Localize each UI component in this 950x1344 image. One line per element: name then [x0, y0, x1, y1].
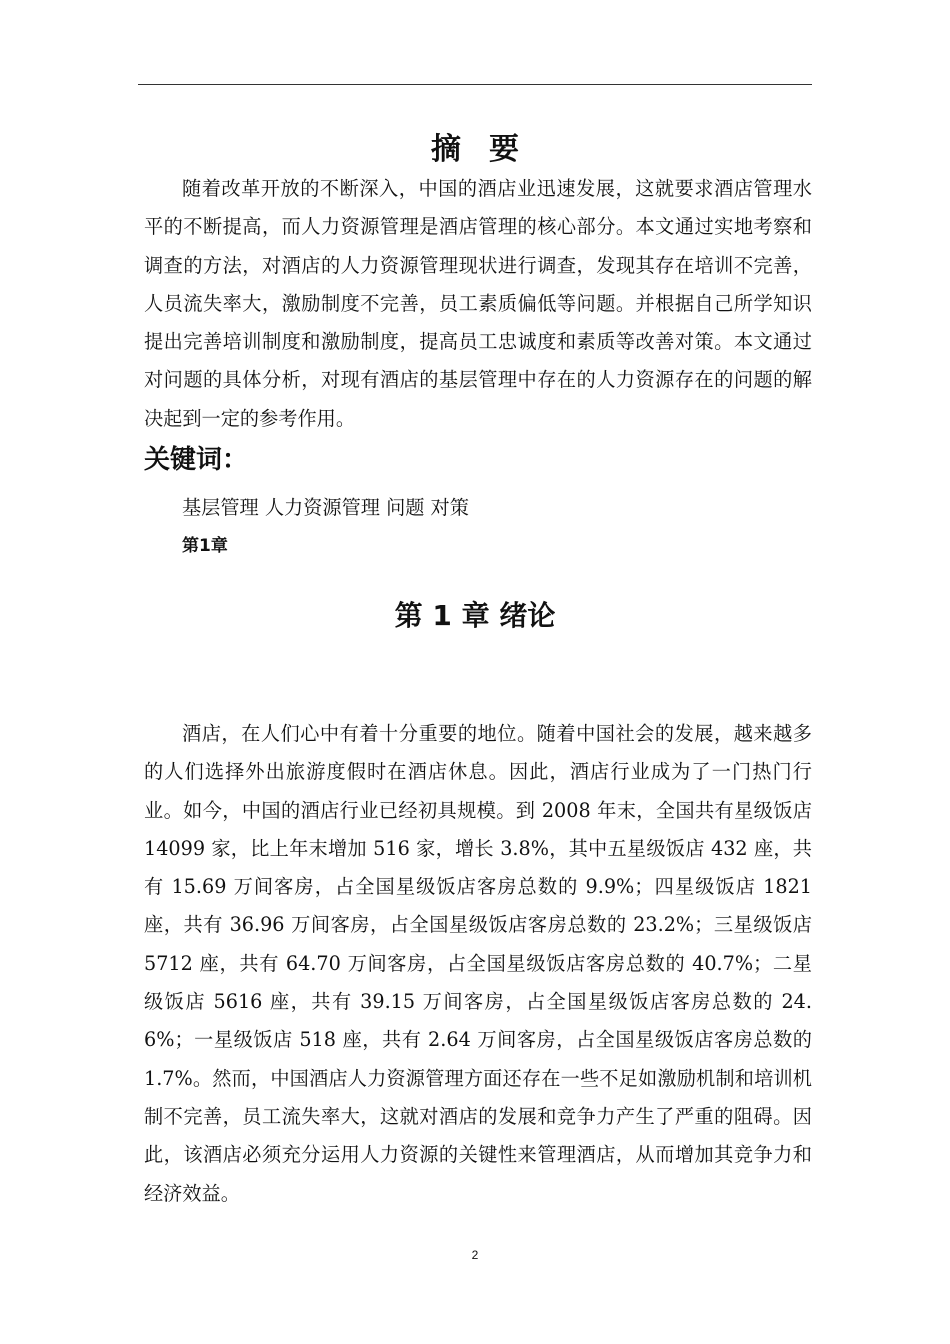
- toc-chapter-entry: 第1章: [182, 536, 228, 556]
- abstract-body: 随着改革开放的不断深入，中国的酒店业迅速发展，这就要求酒店管理水平的不断提高，而人力资源管理是酒店管理的核心部分。本文通过实地考察和调查的方法，对酒店的人力资源管理现状进行调查，发现其存在培训不完善，人员流失率大，激励制度不完善，员工素质偏低等问题。并根据自己所学知识提出完善培训制度和激励制度，提高员工忠诚度和素质等改善对策。本文通过对问题的具体分析，对现有酒店的基层管理中存在的人力资源存在的问题的解决起到一定的参考作用。: [144, 177, 812, 430]
- chapter-intro-body: 酒店，在人们心中有着十分重要的地位。随着中国社会的发展，越来越多的人们选择外出旅游度假时在酒店休息。因此，酒店行业成为了一门热门行业。如今，中国的酒店行业已经初具规模。到 2008 年末，全国共有星级饭店 14099 家，比上年末增加 516 家，增长 3.8%，其中五星级饭店 432 座，共有 15.69 万间客房，占全国星级饭店客房总数的 9.9%；四星级饭店 1821 座，共有 36.96 万间客房，占全国星级饭店客房总数的 23.2%；三星级饭店 5712 座，共有 64.70 万间客房，占全国星级饭店客房总数的 40.7%；二星级饭店 5616 座，共有 39.15 万间客房，占全国星级饭店客房总数的 24.6%；一星级饭店 518 座，共有 2.64 万间客房，占全国星级饭店客房总数的 1.7%。然而，中国酒店人力资源管理方面还存在一些不足如激励机制和培训机制不完善，员工流失率大，这就对酒店的发展和竞争力产生了严重的阻碍。因此，该酒店必须充分运用人力资源的关键性来管理酒店，从而增加其竞争力和经济效益。: [144, 722, 812, 1205]
- keywords-list: 基层管理 人力资源管理 问题 对策: [182, 496, 469, 519]
- chapter-heading: 第 1 章 绪论: [394, 599, 556, 632]
- keywords-title: 关键词：: [144, 445, 249, 475]
- abstract-title: 摘要: [431, 132, 547, 167]
- page-number: 2: [471, 1248, 479, 1262]
- header-rule: [138, 84, 812, 85]
